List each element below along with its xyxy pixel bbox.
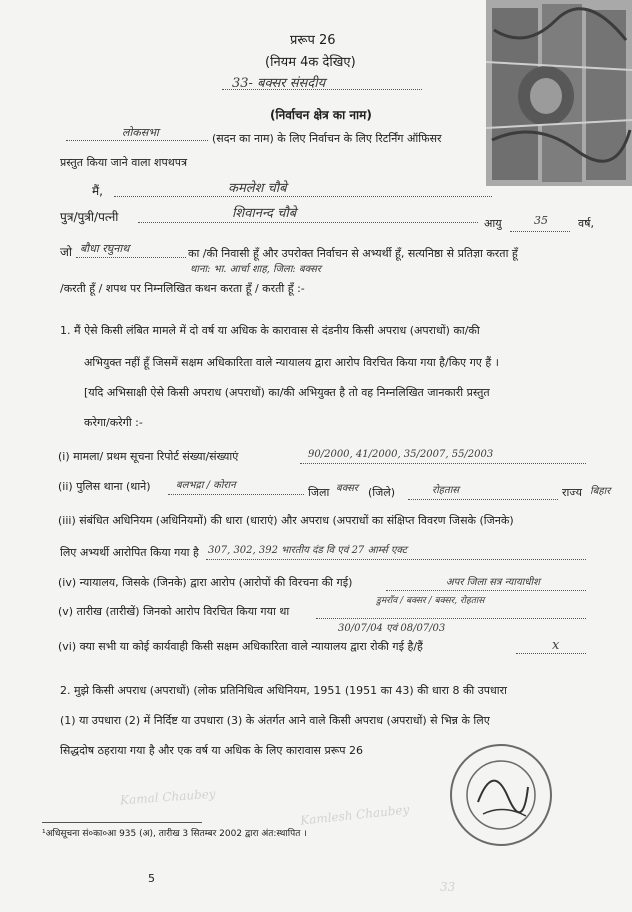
item-iv-label: (iv) न्यायालय, जिसके (जिनके) द्वारा आरोप (आरोपों की विरचना की गई) bbox=[58, 576, 353, 589]
rule-reference: (नियम 4क देखिए) bbox=[265, 55, 356, 70]
item-ii-value: बलभद्रा / कोरान bbox=[176, 480, 236, 491]
item-iv-value: अपर जिला सत्र न्यायाधीश bbox=[446, 577, 540, 588]
house-name-handwritten: लोकसभा bbox=[122, 126, 159, 139]
years-label: वर्ष, bbox=[578, 217, 594, 230]
item-vi-underline bbox=[516, 653, 586, 654]
item-v-value: 30/07/04 एवं 08/07/03 bbox=[338, 623, 446, 634]
house-underline bbox=[66, 140, 208, 141]
relation-label: पुत्र/पुत्री/पत्नी bbox=[60, 210, 119, 224]
item-v-label: (v) तारीख (तारीखें) जिनको आरोप विरचित किया गया था bbox=[58, 605, 290, 618]
item-vi-value: x bbox=[552, 638, 560, 653]
oath-text: /करती हूँ / शपथ पर निम्नलिखित कथन करता हूँ / करती हूँ :- bbox=[60, 282, 305, 295]
item-ii-label: (ii) पुलिस थाना (थाने) bbox=[58, 480, 151, 493]
bleed-through-text: Kamal Chaubey bbox=[119, 786, 217, 808]
item-iii-value: 307, 302, 392 भारतीय दंड वि एवं 27 आर्म्स एक्ट bbox=[208, 545, 407, 556]
footnote: ¹अधिसूचना सं०का०आ 935 (अ), तारीख 3 सितम्बर 2002 द्वारा अंत:स्थापित । bbox=[42, 829, 307, 839]
bleed-through-text: Kamlesh Chaubey bbox=[299, 802, 410, 828]
item-ii-underline bbox=[168, 494, 304, 495]
item-iii-label-line1: (iii) संबंधित अधिनियम (अधिनियमों) की धारा (धाराएं) और अपराध (अपराधों का संक्षिप्त विवरण जिसके (जिनके) bbox=[58, 514, 514, 527]
item-i-label: (i) मामला/ प्रथम सूचना रिपोर्ट संख्या/संख्याएं bbox=[58, 450, 239, 463]
item-ii-state-value: रोहतास bbox=[432, 485, 460, 496]
address-handwritten-line1: बौधा रघुनाथ bbox=[80, 242, 130, 255]
item-i-underline bbox=[300, 463, 586, 464]
item-ii-district-label: जिला bbox=[308, 486, 330, 499]
i-label: मैं, bbox=[92, 184, 103, 198]
para1-line1: 1. मैं ऐसे किसी लंबित मामले में दो वर्ष या अधिक के कारावास से दंडनीय किसी अपराध (अपराधों) का/की bbox=[60, 324, 480, 337]
para2-line3: सिद्धदोष ठहराया गया है और एक वर्ष या अधिक के लिए कारावास प्ररूप 26 bbox=[60, 744, 364, 757]
para1-line2: अभियुक्त नहीं हूँ जिसमें सक्षम अधिकारिता वाले न्यायालय द्वारा आरोप विरचित किया गया है/किए गए हैं । bbox=[84, 356, 499, 369]
item-iii-label-line2: लिए अभ्यर्थी आरोपित किया गया है bbox=[60, 546, 199, 559]
item-ii-state-underline bbox=[408, 499, 558, 500]
item-ii-district-suffix: (जिले) bbox=[368, 486, 396, 499]
name-underline bbox=[114, 196, 492, 197]
address-handwritten-line2: थाना: भा. आर्चा शाह, जिला: बक्सर bbox=[190, 264, 321, 275]
form-number: प्ररूप 26 bbox=[290, 33, 336, 48]
notary-seal-graphic bbox=[448, 742, 554, 848]
para2-line1: 2. मुझे किसी अपराध (अपराधों) (लोक प्रतिनिधित्व अधिनियम, 1951 (1951 का 43) की धारा 8 की उपधारा bbox=[60, 684, 507, 697]
item-vi-label: (vi) क्या सभी या कोई कार्यवाही किसी सक्षम अधिकारिता वाले न्यायालय द्वारा रोकी गई है/हैं bbox=[58, 640, 423, 653]
item-ii-state-handwritten: बिहार bbox=[590, 486, 611, 497]
bleed-through-text: 33 bbox=[440, 880, 456, 894]
age-value: 35 bbox=[534, 214, 548, 227]
affidavit-title: प्रस्तुत किया जाने वाला शपथपत्र bbox=[60, 156, 188, 169]
constituency-name-handwritten: 33- बक्सर संसदीय bbox=[232, 76, 326, 91]
item-iv-underline bbox=[386, 590, 586, 591]
notary-seal-image bbox=[448, 742, 554, 852]
age-underline bbox=[510, 231, 570, 232]
declarant-name-handwritten: कमलेश चौबे bbox=[228, 181, 287, 196]
para1-line3: [यदि अभिसाक्षी ऐसे किसी अपराध (अपराधों) का/की अभियुक्त है तो वह निम्नलिखित जानकारी प्रस्तुत bbox=[84, 386, 490, 399]
resident-prefix: जो bbox=[60, 245, 73, 259]
constituency-label: (निर्वाचन क्षेत्र का नाम) bbox=[270, 108, 372, 122]
father-name-underline bbox=[138, 222, 478, 223]
constituency-underline bbox=[222, 89, 422, 90]
age-label: आयु bbox=[484, 217, 502, 230]
para2-line2: (1) या उपधारा (2) में निर्दिष्ट या उपधारा (3) के अंतर्गत आने वाले किसी अपराध (अपराधों) से भिन्न के लिए bbox=[60, 714, 490, 727]
item-ii-district-value: बक्सर bbox=[336, 483, 358, 494]
item-iii-underline bbox=[206, 559, 586, 560]
item-i-value: 90/2000, 41/2000, 35/2007, 55/2003 bbox=[308, 449, 494, 460]
para1-line4: करेगा/करेगी :- bbox=[84, 416, 143, 429]
address-underline bbox=[76, 257, 186, 258]
house-label: (सदन का नाम) के लिए निर्वाचन के लिए रिटर्निंग ऑफिसर bbox=[212, 132, 442, 145]
revenue-stamp-image bbox=[486, 0, 632, 186]
page-mark: 5 bbox=[148, 872, 155, 885]
footnote-rule bbox=[42, 822, 202, 823]
item-v-value-top: डुमराँव / बक्सर / बक्सर, रोहतास bbox=[376, 596, 485, 606]
father-name-handwritten: शिवानन्द चौबे bbox=[232, 206, 297, 221]
item-ii-state-label: राज्य bbox=[562, 486, 583, 499]
revenue-stamp-graphic bbox=[486, 0, 632, 186]
resident-text: का /की निवासी हूँ और उपरोक्त निर्वाचन से अभ्यर्थी हूँ, सत्यनिष्ठा से प्रतिज्ञा करता हूँ bbox=[188, 247, 518, 260]
item-v-underline bbox=[316, 618, 586, 619]
